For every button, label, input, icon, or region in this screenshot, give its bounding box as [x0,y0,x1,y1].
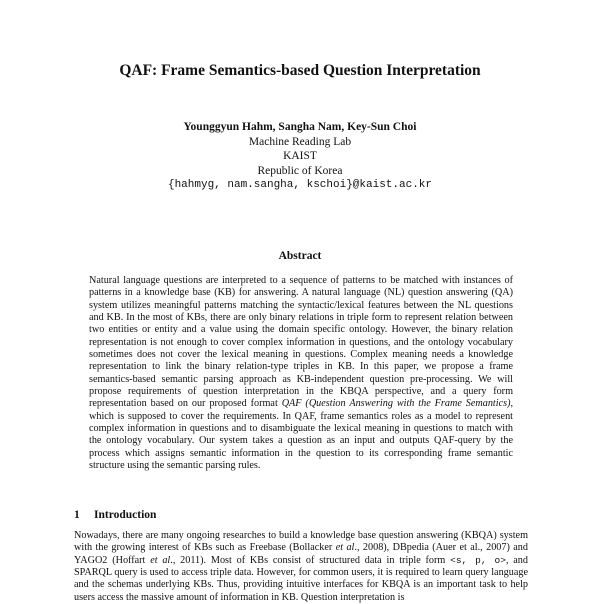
paper-title: QAF: Frame Semantics-based Question Interpretation [119,62,481,79]
introduction-body [74,530,528,604]
intro-text-1: Nowadays, there are many ongoing researches to build a knowledge base question answering (KBQA) system with the growing interest of KBs such as Freebase (Bollacker [74,530,528,554]
author-lab: Machine Reading Lab [248,135,352,148]
intro-text-3: ., 2011). Most of KBs consist of structured data in triple form [170,554,451,566]
intro-text-4: , and SPARQL query is used to access triple data. However, for common users, it is required to learn query language and the schemas underlying KBs. Thus, providing intuitive interfaces for KBQA is an important task to help users access the massive amount of information in KB. Question interpretation is [74,554,528,603]
author-country: Republic of Korea [257,164,343,177]
intro-text-2: ., 2008), DBpedia (Auer et al., 2007) and YAGO2 (Hoffart [74,542,528,566]
abstract-text-2: , which is supposed to cover the requirements. In QAF, frame semantics roles as a model to represent complex information in questions and to disambiguate the lexical meaning in questions to match with the ontology vocabulary. Our system takes a question as an input and outputs QAF-query by the process which assigns semantic information in the question to its corresponding frame semantic structure using the semantic parsing rules. [89,398,514,472]
intro-etal-1: et al [335,542,355,554]
abstract-heading: Abstract [278,250,322,262]
abstract-qaf-italic: QAF (Question Answering with the Frame Semantics) [281,398,511,410]
section-title: Introduction [94,509,157,521]
intro-triple-form: <s, p, o> [450,554,506,566]
author-email: {hahmyg, nam.sangha, kschoi}@kaist.ac.kr [167,179,433,191]
author-names: Younggyun Hahm, Sangha Nam, Key-Sun Choi [183,121,417,133]
abstract-text-1: Natural language questions are interpreted to a sequence of patterns to be matched with instances of patterns in a knowledge base (KB) for answering. A natural language (NL) question answering (QA) system utilizes meaningful patterns matching the syntactic/lexical features between the NL questions and KB. In the most of KBs, there are only binary relations in triple form to represent relation between two entities or entity and a value using the domain specific ontology. However, the binary relation representation is not enough to cover complex information in questions, and the ontology vocabulary sometimes does not cover the lexical meaning in questions. Complex meaning needs a knowledge representation to link the binary relation-type triples in KB. In this paper, we propose a frame semantics-based semantic parsing approach as KB-independent question pre-processing. We will propose requirements of question interpretation in the KBQA perspective, and a query form representation based on our proposed format [89,275,513,410]
section-number: 1 [74,509,80,521]
section-heading-introduction [74,509,534,521]
author-institution: KAIST [283,150,317,162]
author-block [0,120,600,193]
intro-etal-2: et al [150,554,171,566]
abstract-body [89,275,513,473]
